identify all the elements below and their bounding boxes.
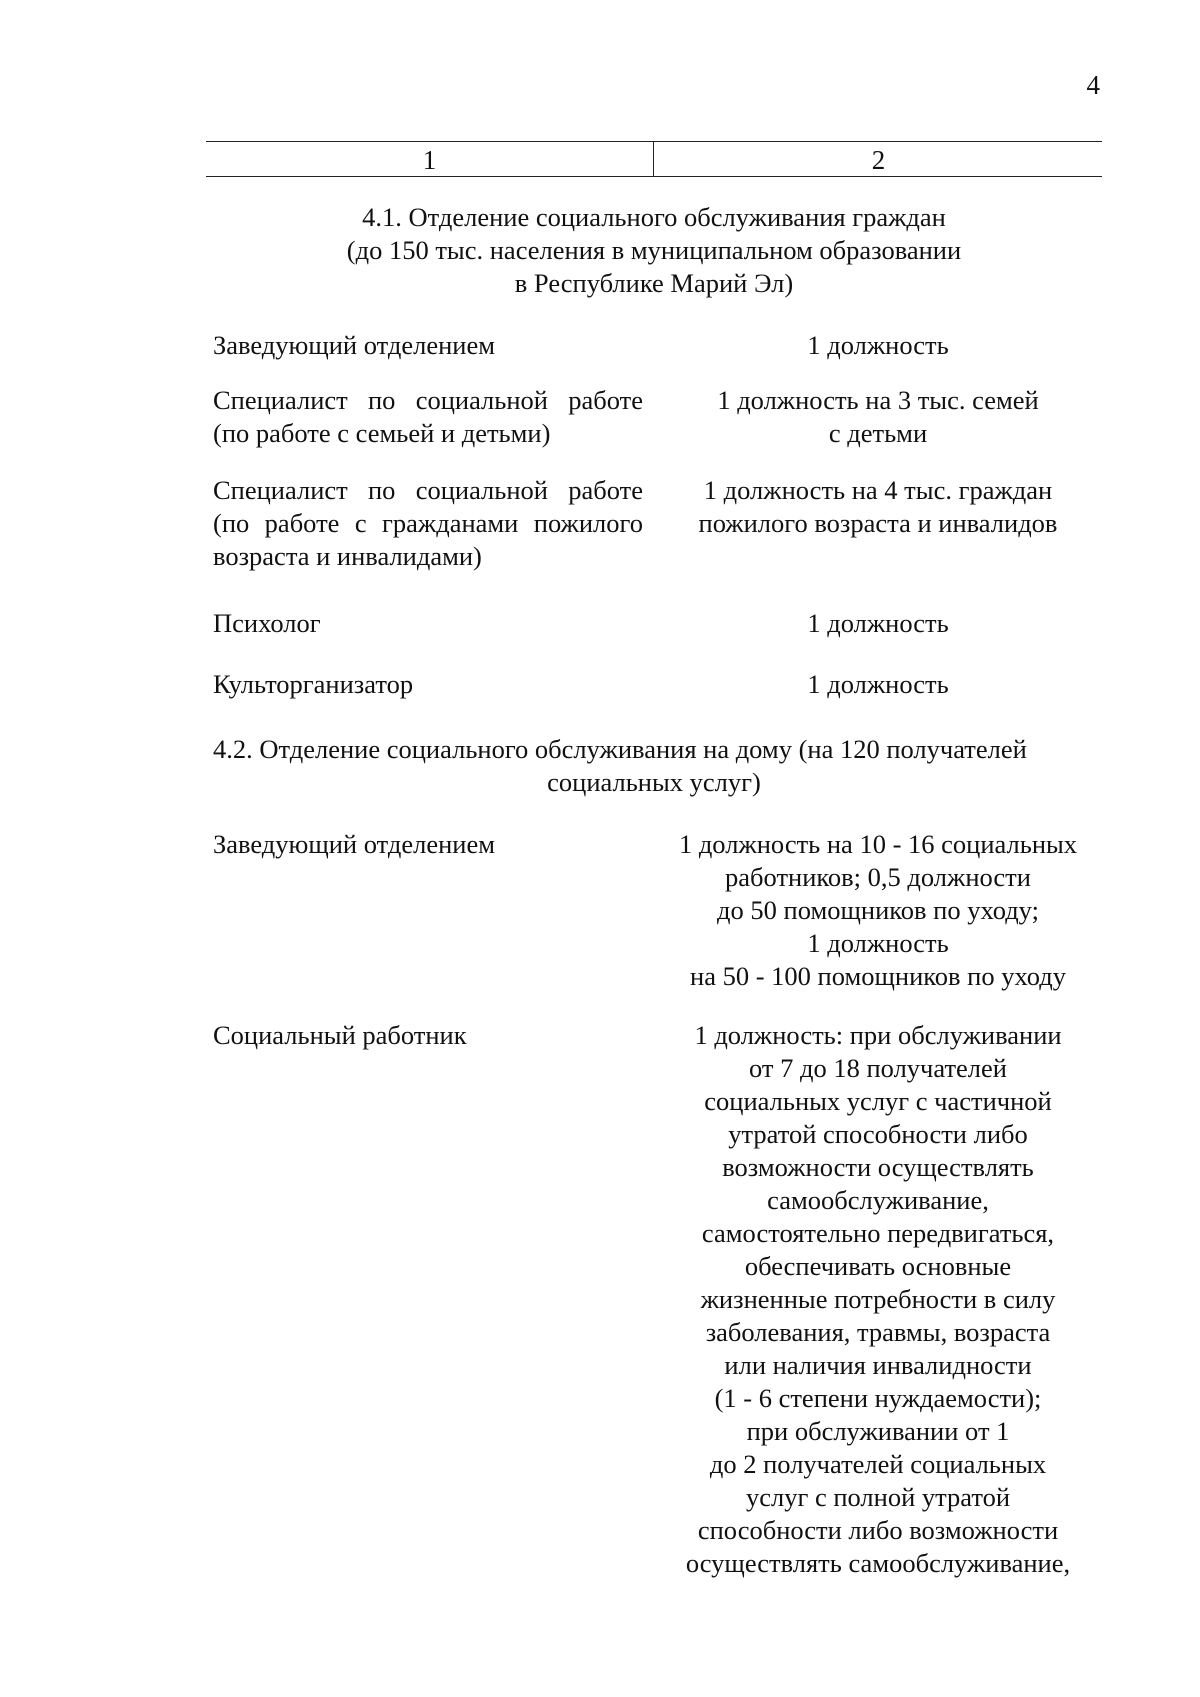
norm-line: работников; 0,5 должности: [725, 862, 1031, 892]
position-line: Заведующий отделением: [213, 829, 495, 859]
position-line: Специалист по социальной работе: [213, 385, 643, 415]
position-line: Заведующий отделением: [213, 330, 495, 360]
s1-row4-position: [213, 607, 643, 640]
section-1-heading: [206, 201, 1102, 300]
position-line: (по работе с гражданами пожилого: [213, 508, 643, 538]
norm-line: социальных услуг с частичной: [704, 1086, 1052, 1116]
norm-line: 1 должность: [807, 928, 949, 958]
s1-row1-position: [213, 329, 643, 362]
position-line: (по работе с семьей и детьми): [213, 418, 551, 448]
norm-line: заболевания, травмы, возраста: [705, 1317, 1051, 1347]
norm-line: 1 должность: [807, 669, 949, 699]
section-1-heading-line: 4.1. Отделение социального обслуживания граждан: [362, 202, 946, 232]
norm-line: 1 должность: при обслуживании: [694, 1020, 1062, 1050]
norm-line: (1 - 6 степени нуждаемости);: [714, 1383, 1042, 1413]
position-line: возраста и инвалидами): [213, 541, 482, 571]
norm-line: до 50 помощников по уходу;: [717, 895, 1039, 925]
norm-line: пожилого возраста и инвалидов: [698, 508, 1058, 538]
table-header-top-rule: [206, 141, 1102, 142]
section-1-heading-line: (до 150 тыс. населения в муниципальном образовании: [346, 235, 962, 265]
norm-line: от 7 до 18 получателей: [749, 1053, 1007, 1083]
position-line: Социальный работник: [213, 1020, 467, 1050]
norm-line: возможности осуществлять: [722, 1152, 1034, 1182]
s1-row2-position: [213, 384, 643, 450]
norm-line: 1 должность: [807, 330, 949, 360]
norm-line: услуг с полной утратой: [745, 1482, 1011, 1512]
page-number: 4: [1086, 70, 1100, 100]
s1-row5-position: [213, 668, 643, 701]
position-line: Специалист по социальной работе: [213, 475, 643, 505]
s2-row2-position: [213, 1019, 643, 1052]
s2-row1-position: [213, 828, 643, 861]
s1-row3-norm: [662, 474, 1094, 540]
norm-line: до 2 получателей социальных: [709, 1449, 1047, 1479]
norm-line: обеспечивать основные: [744, 1251, 1012, 1281]
norm-line: 1 должность на 10 - 16 социальных: [678, 829, 1078, 859]
s1-row2-norm: [662, 384, 1094, 450]
position-line: Психолог: [213, 608, 321, 638]
section-2-heading: [206, 733, 1102, 799]
norm-line: 1 должность на 4 тыс. граждан: [703, 475, 1053, 505]
norm-line: осуществлять самообслуживание,: [685, 1548, 1071, 1578]
position-line: Культорганизатор: [213, 669, 414, 699]
s1-row1-norm: [662, 329, 1094, 362]
s2-row1-norm: [662, 828, 1094, 993]
table-header-column-divider: [653, 142, 654, 176]
s1-row3-position: [213, 474, 643, 573]
s2-row2-norm: [662, 1019, 1094, 1580]
norm-line: самообслуживание,: [767, 1185, 989, 1215]
norm-line: самостоятельно передвигаться,: [701, 1218, 1055, 1248]
norm-line: на 50 - 100 помощников по уходу: [690, 961, 1066, 991]
norm-line: жизненные потребности в силу: [700, 1284, 1056, 1314]
section-1-heading-line: в Республике Марий Эл): [514, 268, 794, 298]
norm-line: при обслуживании от 1: [746, 1416, 1010, 1446]
norm-line: или наличия инвалидности: [724, 1350, 1032, 1380]
section-2-heading-line: 4.2. Отделение социального обслуживания на дому (на 120 получателей: [213, 734, 1027, 764]
norm-line: 1 должность: [807, 608, 949, 638]
norm-line: 1 должность на 3 тыс. семей: [717, 385, 1039, 415]
s1-row5-norm: [662, 668, 1094, 701]
column-2-number: 2: [871, 145, 886, 175]
norm-line: с детьми: [828, 418, 928, 448]
section-2-heading-line: социальных услуг): [547, 767, 761, 797]
s1-row4-norm: [662, 607, 1094, 640]
norm-line: утратой способности либо: [728, 1119, 1028, 1149]
norm-line: способности либо возможности: [697, 1515, 1059, 1545]
column-1-number: 1: [422, 145, 437, 175]
